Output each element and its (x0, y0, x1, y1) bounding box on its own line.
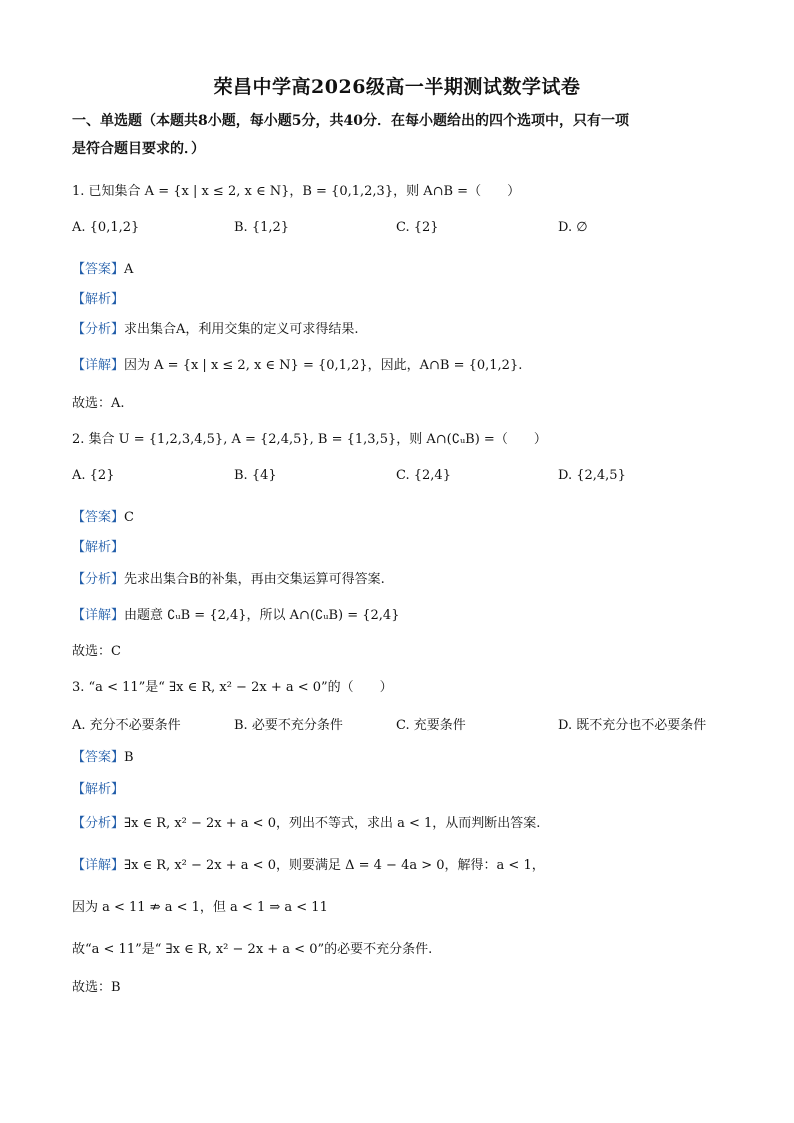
xiangjie-tag: 【详解】 (72, 358, 125, 373)
q2-option-a: A. {2} (72, 468, 115, 483)
q1-option-c: C. {2} (396, 220, 439, 235)
q3-fenxi (72, 812, 540, 831)
xiangjie-text: ∃x ∈ R, x² − 2x + a < 0，则要满足 Δ = 4 − 4a > 0，解得：a < 1， (124, 858, 545, 873)
xiangjie-text: 因为 A = {x | x ≤ 2, x ∈ N} = {0,1,2}，因此，A∩B = {0,1,2}. (124, 358, 523, 373)
section-heading-line1: 一、单选题（本题共8小题，每小题5分，共40分．在每小题给出的四个选项中，只有一项 (72, 113, 629, 129)
q3-option-b: B. 必要不充分条件 (234, 718, 343, 733)
section-heading-line2: 是符合题目要求的．） (72, 141, 205, 157)
q2-choice: 故选：C (72, 644, 121, 659)
q3-xiangjie (72, 854, 545, 873)
q3-because-line: 因为 a < 11 ⇏ a < 1，但 a < 1 ⇒ a < 11 (72, 900, 328, 915)
q2-stem: 2. 集合 U = {1,2,3,4,5}, A = {2,4,5}, B = {1,3,5}，则 A∩(∁ᵤB) =（ ） (72, 432, 547, 447)
q3-choice: 故选：B (72, 980, 121, 995)
answer-tag: 【答案】 (72, 750, 125, 765)
fenxi-tag: 【分析】 (72, 322, 125, 337)
fenxi-text: 求出集合A，利用交集的定义可求得结果. (124, 322, 359, 337)
q1-answer (72, 258, 133, 277)
q2-option-c: C. {2,4} (396, 468, 451, 483)
q3-therefore-line: 故“a < 11”是“ ∃x ∈ R, x² − 2x + a < 0”的必要不充分条件. (72, 942, 433, 957)
fenxi-tag: 【分析】 (72, 572, 125, 587)
q3-option-c: C. 充要条件 (396, 718, 466, 733)
q3-stem: 3. “a < 11”是“ ∃x ∈ R, x² − 2x + a < 0”的（ ） (72, 680, 393, 695)
fenxi-tag: 【分析】 (72, 816, 125, 831)
answer-value: A (124, 262, 134, 277)
answer-value: C (124, 510, 134, 525)
xiangjie-tag: 【详解】 (72, 858, 125, 873)
xiangjie-tag: 【详解】 (72, 608, 125, 623)
xiangjie-text: 由题意 ∁ᵤB = {2,4}，所以 A∩(∁ᵤB) = {2,4} (124, 608, 400, 623)
answer-tag: 【答案】 (72, 262, 125, 277)
q2-jiexi-tag: 【解析】 (72, 540, 125, 555)
answer-value: B (124, 750, 134, 765)
q1-option-d: D. ∅ (558, 220, 588, 235)
q1-jiexi-tag: 【解析】 (72, 292, 125, 307)
q1-xiangjie (72, 354, 522, 373)
q1-option-b: B. {1,2} (234, 220, 290, 235)
q3-option-d: D. 既不充分也不必要条件 (558, 718, 707, 733)
q1-stem: 1. 已知集合 A = {x | x ≤ 2, x ∈ N}，B = {0,1,2,3}，则 A∩B =（ ） (72, 184, 521, 199)
q2-answer (72, 506, 134, 525)
q3-jiexi-tag: 【解析】 (72, 782, 125, 797)
q1-fenxi (72, 318, 359, 337)
q2-xiangjie (72, 604, 399, 623)
fenxi-text: 先求出集合B的补集，再由交集运算可得答案. (124, 572, 385, 587)
q2-option-b: B. {4} (234, 468, 277, 483)
q3-answer (72, 746, 134, 765)
q2-fenxi (72, 568, 385, 587)
fenxi-text: ∃x ∈ R, x² − 2x + a < 0，列出不等式，求出 a < 1，从而判断出答案. (124, 816, 541, 831)
q1-option-a: A. {0,1,2} (72, 220, 140, 235)
q3-option-a: A. 充分不必要条件 (72, 718, 181, 733)
q1-choice: 故选：A. (72, 396, 125, 411)
q2-option-d: D. {2,4,5} (558, 468, 626, 483)
page-title: 荣昌中学高2026级高一半期测试数学试卷 (213, 76, 581, 98)
answer-tag: 【答案】 (72, 510, 125, 525)
